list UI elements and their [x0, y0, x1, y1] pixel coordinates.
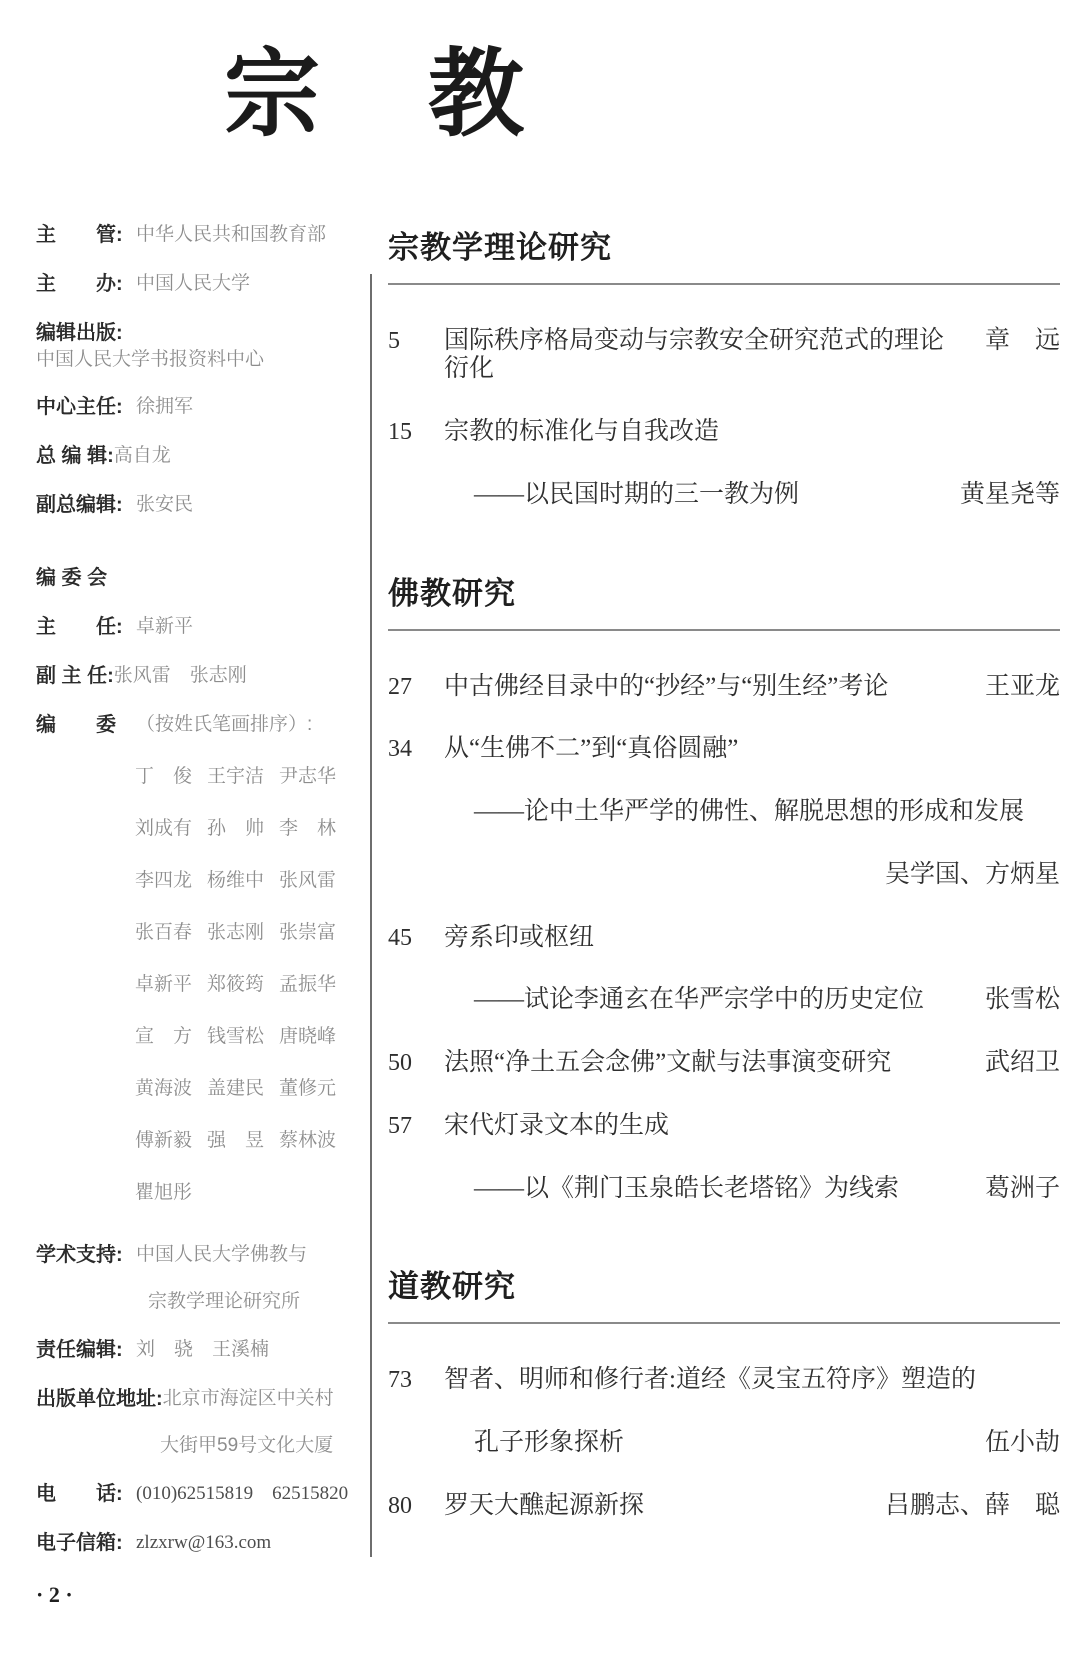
toc-row	[388, 1492, 1060, 1521]
committee-member-row	[135, 969, 358, 996]
committee-member: 瞿旭彤	[135, 1182, 193, 1204]
toc-item-title: 宋代灯录文本的生成	[444, 1111, 670, 1139]
committee-header: 编 委 会	[36, 567, 108, 590]
toc-item-title: ——以《荆门玉泉皓长老塔铭》为线索	[474, 1174, 900, 1202]
committee-member: 刘成有	[135, 818, 193, 840]
info-entry	[36, 712, 358, 739]
toc-page-number: 57	[388, 1112, 412, 1139]
toc-item-author: 吴学国、方炳星	[884, 860, 1060, 888]
info-entry-value: （按姓氏笔画排序）:	[136, 714, 313, 736]
toc-item-title: 罗天大醮起源新探	[444, 1491, 645, 1519]
committee-member: 盖建民	[207, 1078, 265, 1100]
committee-member-row	[135, 1125, 358, 1152]
column-divider	[370, 274, 372, 1557]
info-entry-value: 高自龙	[113, 445, 171, 467]
committee-member-row	[135, 865, 358, 892]
toc-item-author: 张雪松	[984, 986, 1060, 1014]
info-entry-label: 电子信箱:	[36, 1531, 123, 1554]
toc-section	[388, 568, 1060, 1204]
committee-roles-list	[36, 614, 358, 739]
toc-row	[388, 481, 1060, 510]
committee-member: 张风雷	[279, 870, 337, 892]
info-entry-value: zlzxrw@163.com	[136, 1531, 272, 1553]
toc-item-author: 葛洲子	[984, 1174, 1060, 1202]
info-entry	[36, 1386, 358, 1459]
info-entry-value: 中华人民共和国教育部	[136, 223, 327, 245]
toc-item-title: 宗教的标准化与自我改造	[444, 418, 720, 446]
toc-item-title: 国际秩序格局变动与宗教安全研究范式的理论衍化	[444, 326, 945, 383]
info-entry-value-line2: 大街甲59号文化大厦	[160, 1434, 334, 1456]
committee-member: 孟振华	[279, 974, 337, 996]
info-entry-label: 编辑出版:	[36, 321, 123, 344]
info-entry	[36, 394, 358, 421]
info-entry-value: 中国人民大学佛教与	[136, 1244, 308, 1266]
committee-member: 王宇洁	[207, 766, 265, 788]
committee-member: 张志刚	[207, 922, 265, 944]
info-entry-value: 张风雷 张志刚	[113, 665, 247, 687]
info-entry	[36, 443, 358, 470]
committee-member: 孙 帅	[207, 818, 265, 840]
toc-row	[388, 327, 1060, 385]
toc-item-author: 吕鹏志、薛 聪	[884, 1491, 1060, 1519]
table-of-contents	[370, 222, 1080, 1579]
info-entry-value: (010)62515819 62515820	[136, 1482, 349, 1504]
toc-section-title: 宗教学理论研究	[388, 229, 612, 265]
toc-item-title: 智者、明师和修行者:道经《灵宝五符序》塑造的	[444, 1366, 976, 1394]
info-entry	[36, 663, 358, 690]
toc-item-title: ——以民国时期的三一教为例	[474, 480, 800, 508]
committee-member: 尹志华	[279, 766, 337, 788]
toc-page-number: 15	[388, 419, 412, 446]
committee-member: 蔡林波	[279, 1130, 337, 1152]
committee-member: 唐晓峰	[279, 1026, 337, 1048]
committee-member-row	[135, 1021, 358, 1048]
toc-row	[388, 798, 1060, 827]
info-entry-label: 电 话:	[36, 1482, 123, 1505]
info-entry	[36, 1530, 358, 1557]
committee-member: 钱雪松	[207, 1026, 265, 1048]
toc-page-number: 34	[388, 736, 412, 763]
toc-page-number: 50	[388, 1050, 412, 1077]
journal-title: 宗 教	[224, 41, 530, 148]
info-entry	[36, 492, 358, 519]
committee-member-row	[135, 1177, 358, 1204]
publication-info-list	[36, 1242, 358, 1556]
toc-item-title: ——试论李通玄在华严宗学中的历史定位	[474, 986, 925, 1014]
info-entry-label: 副总编辑:	[36, 494, 123, 517]
info-entry-label: 总 编 辑:	[36, 445, 114, 468]
committee-member: 董修元	[279, 1078, 337, 1100]
toc-item-author: 伍小劼	[984, 1429, 1060, 1457]
committee-member: 杨维中	[207, 870, 265, 892]
toc-page-number: 27	[388, 673, 412, 700]
toc-item-author: 王亚龙	[984, 672, 1060, 700]
toc-row	[388, 1049, 1060, 1078]
info-entry-value-line2: 宗教学理论研究所	[148, 1291, 301, 1313]
toc-page-number: 5	[388, 327, 400, 354]
committee-member: 郑筱筠	[207, 974, 265, 996]
toc-item-title: 从“生佛不二”到“真俗圆融”	[444, 735, 739, 763]
toc-item-title: 旁系印或枢纽	[444, 923, 595, 951]
committee-member: 张崇富	[279, 922, 337, 944]
info-entry	[36, 320, 358, 373]
committee-member-row	[135, 813, 358, 840]
toc-row	[388, 924, 1060, 953]
info-entry-value: 北京市海淀区中关村	[162, 1387, 334, 1409]
info-entry	[36, 271, 358, 298]
committee-member: 李 林	[279, 818, 337, 840]
info-entry-label: 出版单位地址:	[36, 1387, 163, 1410]
info-entry-value: 刘 骁 王溪楠	[136, 1338, 270, 1360]
info-entry-value: 张安民	[136, 494, 194, 516]
toc-item-title: 中古佛经目录中的“抄经”与“别生经”考论	[444, 672, 889, 700]
masthead-sidebar	[0, 222, 370, 1579]
toc-item-author: 武绍卫	[984, 1049, 1060, 1077]
page-number: · 2 ·	[36, 1582, 73, 1607]
toc-row	[388, 1429, 1060, 1458]
toc-row	[388, 986, 1060, 1015]
committee-member: 卓新平	[135, 974, 193, 996]
info-entry-label: 责任编辑:	[36, 1338, 123, 1361]
toc-row	[388, 1366, 1060, 1395]
toc-page-number: 45	[388, 924, 412, 951]
toc-section	[388, 1261, 1060, 1520]
info-entry-label: 主 任:	[36, 616, 123, 639]
info-entry-label: 编 委	[36, 714, 116, 737]
toc-row	[388, 418, 1060, 447]
committee-member-row	[135, 917, 358, 944]
toc-row	[388, 673, 1060, 702]
toc-section-rule	[388, 283, 1060, 285]
toc-item-title: 法照“净土五会念佛”文献与法事演变研究	[444, 1049, 892, 1077]
toc-page-number: 80	[388, 1492, 412, 1519]
toc-page-number: 73	[388, 1367, 412, 1394]
toc-section-title: 佛教研究	[388, 575, 516, 611]
info-entry-label: 副 主 任:	[36, 665, 114, 688]
committee-member-row	[135, 761, 358, 788]
committee-member: 宣 方	[135, 1026, 193, 1048]
toc-item-author: 黄星尧等	[959, 480, 1060, 508]
toc-row	[388, 1112, 1060, 1141]
committee-member: 黄海波	[135, 1078, 193, 1100]
committee-member: 李四龙	[135, 870, 193, 892]
info-entry-value: 卓新平	[136, 616, 194, 638]
committee-member: 丁 俊	[135, 766, 193, 788]
info-entry	[36, 1242, 358, 1315]
info-entry-label: 主 办:	[36, 272, 123, 295]
info-entry-value: 徐拥军	[136, 396, 194, 418]
committee-member: 强 昱	[207, 1130, 265, 1152]
toc-section	[388, 222, 1060, 510]
toc-item-author: 章 远	[984, 326, 1060, 354]
info-entry	[36, 614, 358, 641]
info-entry-value: 中国人民大学	[136, 272, 251, 294]
committee-members-list	[135, 761, 358, 1204]
info-entry-value: 中国人民大学书报资料中心	[36, 348, 265, 370]
committee-member: 傅新毅	[135, 1130, 193, 1152]
info-entry-label: 学术支持:	[36, 1244, 123, 1267]
toc-row	[388, 861, 1060, 890]
info-entry-label: 中心主任:	[36, 396, 123, 419]
toc-section-rule	[388, 629, 1060, 631]
committee-member: 张百春	[135, 922, 193, 944]
committee-member-row	[135, 1073, 358, 1100]
journal-contents-page	[0, 41, 1080, 1607]
toc-section-rule	[388, 1322, 1060, 1324]
toc-item-title: 孔子形象探析	[474, 1429, 625, 1457]
info-entry-label: 主 管:	[36, 223, 123, 246]
masthead-list	[36, 222, 358, 520]
info-entry	[36, 1481, 358, 1508]
info-entry	[36, 222, 358, 249]
toc-item-title: ——论中土华严学的佛性、解脱思想的形成和发展	[474, 798, 1025, 826]
info-entry	[36, 1337, 358, 1364]
toc-section-title: 道教研究	[388, 1269, 516, 1305]
toc-row	[388, 735, 1060, 764]
toc-row	[388, 1175, 1060, 1204]
columns	[0, 222, 1080, 1579]
